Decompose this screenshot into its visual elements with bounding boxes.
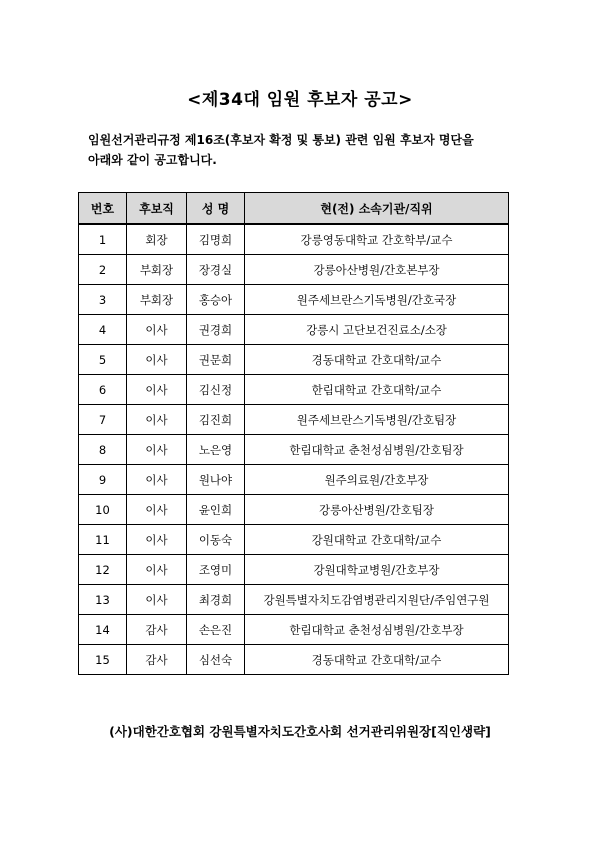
table-row [79,525,509,555]
footer-signature: (사)대한간호협회 강원특별자치도간호사회 선거관리위원장[직인생략] [109,724,491,739]
table-row [79,345,509,375]
cell-name: 이동숙 [187,525,245,555]
cell-number: 13 [79,585,127,615]
table-row [79,555,509,585]
cell-name: 원나야 [187,465,245,495]
table-row [79,285,509,315]
cell-affiliation: 강릉시 고단보건진료소/소장 [245,315,509,345]
cell-number: 6 [79,375,127,405]
cell-position: 이사 [127,405,187,435]
cell-affiliation: 경동대학교 간호대학/교수 [245,645,509,675]
cell-position: 이사 [127,465,187,495]
cell-affiliation: 원주세브란스기독병원/간호국장 [245,285,509,315]
table-row [79,495,509,525]
cell-affiliation: 한림대학교 춘천성심병원/간호팀장 [245,435,509,465]
intro-line-1: 임원선거관리규정 제16조(후보자 확정 및 통보) 관련 임원 후보자 명단을 [88,133,474,147]
cell-position: 회장 [127,224,187,255]
cell-number: 14 [79,615,127,645]
cell-number: 9 [79,465,127,495]
cell-affiliation: 강릉아산병원/간호본부장 [245,255,509,285]
table-row [79,405,509,435]
cell-number: 11 [79,525,127,555]
table-row [79,255,509,285]
cell-position: 감사 [127,615,187,645]
cell-position: 이사 [127,435,187,465]
cell-affiliation: 원주의료원/간호부장 [245,465,509,495]
cell-number: 8 [79,435,127,465]
cell-number: 15 [79,645,127,675]
cell-position: 이사 [127,495,187,525]
cell-affiliation: 한림대학교 춘천성심병원/간호부장 [245,615,509,645]
cell-name: 심선숙 [187,645,245,675]
cell-position: 부회장 [127,255,187,285]
cell-affiliation: 강릉영동대학교 간호학부/교수 [245,224,509,255]
table-header-row [79,193,509,225]
cell-number: 5 [79,345,127,375]
cell-number: 12 [79,555,127,585]
table-row [79,435,509,465]
cell-name: 김명희 [187,224,245,255]
cell-name: 장경실 [187,255,245,285]
cell-number: 2 [79,255,127,285]
cell-name: 권경희 [187,315,245,345]
cell-number: 3 [79,285,127,315]
cell-position: 이사 [127,585,187,615]
cell-name: 조영미 [187,555,245,585]
cell-affiliation: 강원대학교 간호대학/교수 [245,525,509,555]
table-row [79,315,509,345]
cell-name: 김신정 [187,375,245,405]
cell-affiliation: 원주세브란스기독병원/간호팀장 [245,405,509,435]
cell-name: 홍승아 [187,285,245,315]
table-body [79,224,509,675]
cell-position: 이사 [127,555,187,585]
cell-name: 노은영 [187,435,245,465]
cell-position: 이사 [127,345,187,375]
cell-number: 7 [79,405,127,435]
cell-name: 최경희 [187,585,245,615]
cell-position: 이사 [127,525,187,555]
cell-affiliation: 한림대학교 간호대학/교수 [245,375,509,405]
cell-affiliation: 강원특별자치도감염병관리지원단/주임연구원 [245,585,509,615]
cell-name: 권문희 [187,345,245,375]
header-position: 후보직 [127,193,187,225]
cell-position: 이사 [127,375,187,405]
header-name: 성 명 [187,193,245,225]
cell-affiliation: 경동대학교 간호대학/교수 [245,345,509,375]
cell-affiliation: 강원대학교병원/간호부장 [245,555,509,585]
table-row [79,645,509,675]
cell-number: 4 [79,315,127,345]
cell-name: 손은진 [187,615,245,645]
table-row [79,465,509,495]
cell-number: 1 [79,224,127,255]
table-row [79,375,509,405]
cell-affiliation: 강릉아산병원/간호팀장 [245,495,509,525]
cell-name: 김진희 [187,405,245,435]
header-number: 번호 [79,193,127,225]
table-row [79,224,509,255]
intro-line-2: 아래와 같이 공고합니다. [88,153,217,167]
page-title: <제34대 임원 후보자 공고> [187,90,413,110]
cell-position: 감사 [127,645,187,675]
cell-number: 10 [79,495,127,525]
table-row [79,585,509,615]
cell-position: 부회장 [127,285,187,315]
table-row [79,615,509,645]
candidate-table [78,192,509,675]
cell-position: 이사 [127,315,187,345]
cell-name: 윤인희 [187,495,245,525]
intro-paragraph [88,130,518,170]
header-affiliation: 현(전) 소속기관/직위 [245,193,509,225]
